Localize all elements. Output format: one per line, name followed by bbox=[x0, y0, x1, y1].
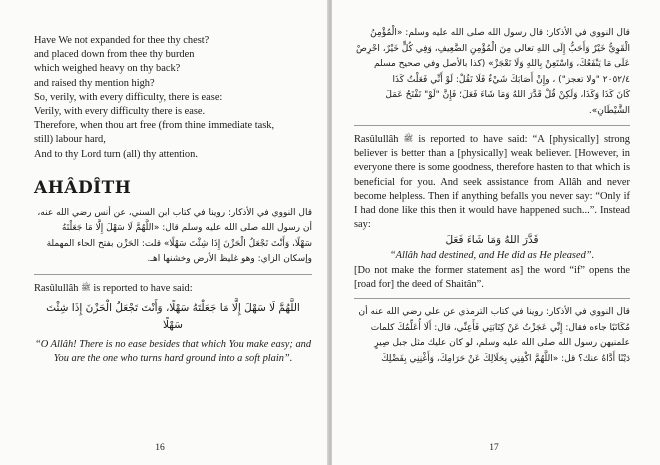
dua-arabic: قَدَّرَ اللهُ وَمَا شَاءَ فَعَلَ bbox=[445, 234, 539, 247]
arabic-line: علمنيهن رسول الله صلى الله عليه وسلم، لو كان عليك مثل جبل صِيرٍ bbox=[374, 338, 630, 349]
dua-translation: “Allâh had destined, and He did as He pleased”. bbox=[389, 250, 595, 262]
verse-line: Verily, with every difficulty there is ease. bbox=[34, 106, 206, 118]
quran-verses bbox=[34, 34, 312, 162]
hadith-body: is reported to have said: “A [physically] strong believer is better than a [physically] weak believer. [However, in everyone there is some goodness, therefore hasten to that which is beneficial for you. And seek assistance from Allâh and never become helpless. Then if anything befalls you never say: “Only if I had done like this then it would have happened such...”. Instead say: bbox=[354, 134, 630, 231]
page-number: 16 bbox=[155, 443, 165, 453]
arabic-line: سَهْلًا، وَأَنْتَ تَجْعَلُ الْحَزْنَ إِذَا شِئْتَ سَهْلًا» قلت: الحَزْن بفتح الحاء المهملة bbox=[46, 238, 312, 249]
salutation-glyph: ﷺ bbox=[81, 282, 91, 292]
verse-line: And to thy Lord turn (all) thy attention. bbox=[34, 148, 198, 160]
salutation-glyph: ﷺ bbox=[403, 134, 414, 143]
page-number: 17 bbox=[489, 443, 499, 453]
arabic-line: وإسكان الزاي: وهو غليظ الأرض وخشنها اهـ. bbox=[147, 254, 312, 265]
hadith-intro bbox=[34, 281, 312, 296]
left-page bbox=[0, 0, 328, 465]
arabic-narration-2 bbox=[354, 305, 630, 367]
verse-line: Have We not expanded for thee thy chest? bbox=[34, 35, 210, 46]
closing-text: [Do not make the former statement as] the word “if” opens the [road for] the deed of Shaitân”. bbox=[354, 264, 630, 290]
arabic-line: دَيْنًا أَدَّاهُ عنك؟ قل: «اللَّهُمَّ اكْفِنِي بِحَلَالِكَ عَنْ حَرَامِكَ، وَأَغْنِنِي بِفَضْلِكَ bbox=[381, 353, 630, 364]
dua-line: اللَّهُمَّ لَا سَهْلَ إِلَّا مَا جَعَلْتَهُ سَهْلًا، وَأَنْتَ تَجْعَلُ الْحَزْنَ إِذَا شِئْتَ bbox=[46, 302, 300, 315]
arabic-narration bbox=[34, 206, 312, 268]
dua-line: سَهْلًا bbox=[163, 319, 183, 332]
arabic-line: مُكَاتَبًا جاءه فقال: إِنِّي عَجَزْتُ عَنْ كِتَابَتِي فَأَعِنِّي، قال: أَلَا أُعَلِّمُكَ كلمات bbox=[370, 322, 630, 333]
arabic-line: الشَّيْطَانِ». bbox=[588, 105, 630, 116]
arabic-line: أن رسول الله صلى الله عليه وسلم قال: «اللَّهُمَّ لَا سَهْلَ إِلَّا مَا جَعَلْتَهُ bbox=[61, 223, 312, 234]
narrator-name: Rasûlullâh bbox=[354, 134, 399, 145]
dua-arabic bbox=[34, 300, 312, 334]
arabic-line: قال النووي في الأذكار: روينا في كتاب الترمذي عن علي رضي الله عنه أن bbox=[358, 307, 630, 318]
arabic-line: عَلَى مَا يَنْفَعُكَ، وَاسْتَعِنْ بِاللهِ وَلَا تَعْجَزْ» (كذا بالأصل وفي صحيح مسلم bbox=[374, 59, 630, 69]
divider bbox=[34, 274, 312, 275]
hadith-intro-text: is reported to have said: bbox=[93, 282, 193, 294]
arabic-line: قال النووي في الأذكار: قال رسول الله صلى الله عليه وسلم: «الْمُؤْمِنُ bbox=[370, 28, 630, 38]
divider bbox=[354, 125, 630, 126]
verse-line: still) labour hard, bbox=[34, 134, 106, 146]
narrator-name: Rasûlullâh bbox=[34, 282, 79, 294]
dua-translation: “O Allâh! There is no ease besides that which You make easy; and You are the one who turns hard ground into a soft plain”. bbox=[34, 339, 312, 365]
verse-line: and raised thy mention high? bbox=[34, 77, 155, 89]
arabic-narration bbox=[354, 26, 630, 119]
verse-line: Therefore, when thou art free (from thine immediate task, bbox=[34, 120, 275, 132]
arabic-line: ٢٠٥٢/٤ "ولا تعجز") ، وإِنْ أَصَابَكَ شَيْءٌ فَلَا تَقُلْ: لَوْ أَنِّي فَعَلْتُ كَذَا bbox=[392, 74, 630, 85]
right-page bbox=[332, 0, 660, 465]
verse-line: and placed down from thee thy burden bbox=[34, 49, 195, 61]
arabic-line: كَانَ كَذَا وَكَذَا، وَلَكِنْ قُلْ قَدَّرَ اللهُ وَمَا شَاءَ فَعَلَ؛ فَإِنَّ "لَوْ" تَفْتَحُ عَمَلَ bbox=[385, 90, 630, 100]
arabic-line: قال النووي في الأذكار: روينا في كتاب ابن السني، عن أنس رضي الله عنه، bbox=[37, 207, 312, 218]
divider bbox=[354, 298, 630, 299]
verse-line: So, verily, with every difficulty, there is ease: bbox=[34, 91, 223, 103]
section-heading: AHÂDÎTH bbox=[34, 177, 132, 198]
hadith-text bbox=[354, 132, 630, 232]
arabic-line: الْقَوِيُّ خَيْرٌ وَأَحَبُّ إِلَى اللهِ تعالى مِنَ الْمُؤْمِنِ الضَّعِيفِ، وَفِي كُلٍّ خَيْرٌ، احْرِصْ bbox=[355, 43, 630, 54]
verse-line: which weighed heavy on thy back? bbox=[34, 63, 181, 75]
